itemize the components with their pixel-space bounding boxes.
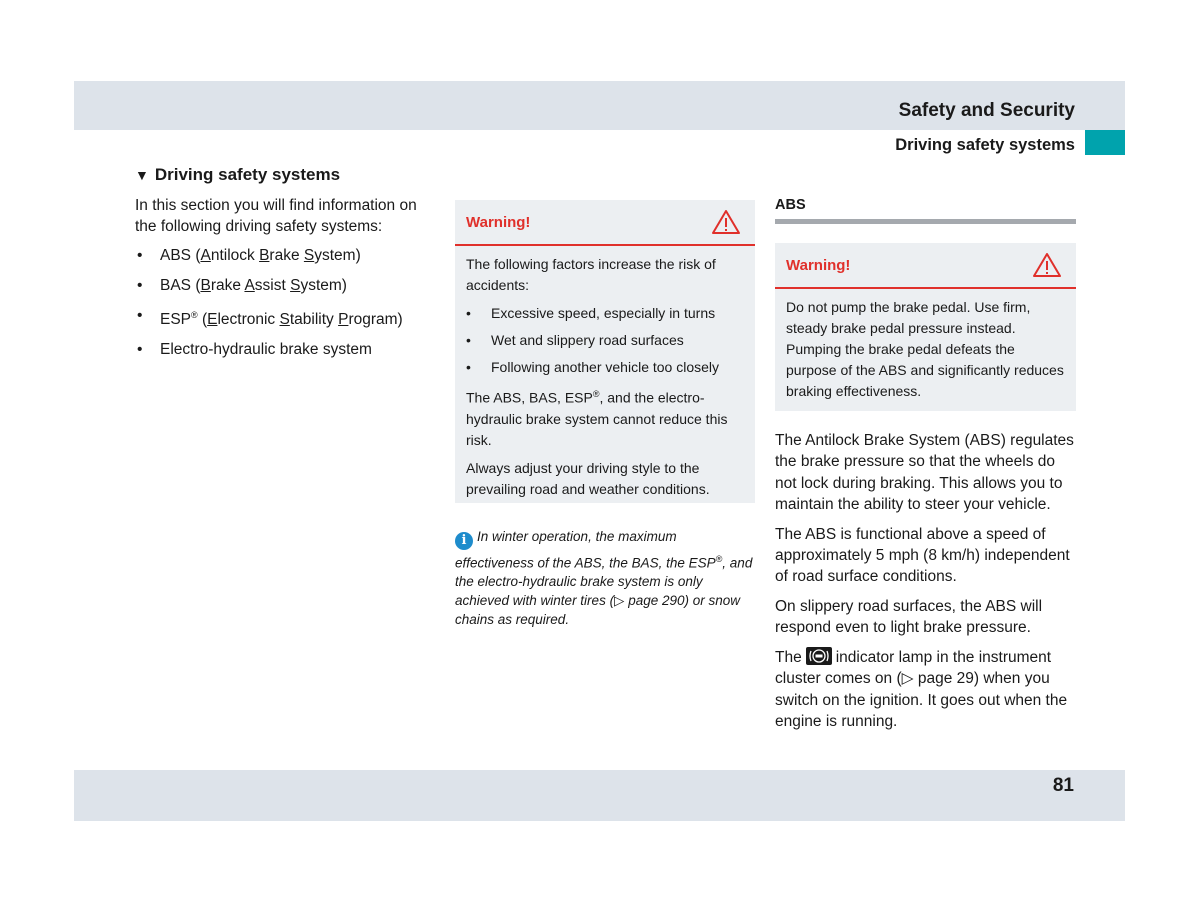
warning-text: Do not pump the brake pedal. Use firm, steady brake pedal pressure instead. Pumping the brake pedal defeats the purpose of the ABS and significantly reduces braking effectiveness. [786,299,1064,399]
warning-label: Warning! [786,256,851,274]
abs-paragraph: On slippery road surfaces, the ABS will respond even to light brake pressure. [775,598,1043,637]
bullet-icon: • [466,332,471,348]
bullet-icon: • [466,359,471,375]
list-item: • Electro-hydraulic brake system [137,341,372,359]
warning-body [455,246,755,517]
bullet-icon: • [466,305,471,321]
info-icon: i [455,532,473,550]
chapter-tab-marker [1085,130,1125,155]
warning-triangle-icon [1032,252,1062,278]
list-item: • Excessive speed, especially in turns [466,303,744,324]
bullet-icon: • [137,307,143,324]
warning-intro: The following factors increase the risk of accidents: [466,256,716,293]
footer-band [74,770,1125,821]
bullet-icon: • [137,277,143,294]
intro-text: In this section you will find information on the following driving safety systems: [135,197,417,235]
column-abs-text [775,430,1080,741]
abs-heading: ABS [775,197,1076,224]
abs-indicator-lamp-icon [806,647,832,665]
section-title: Driving safety systems [895,136,1075,154]
warning-header [455,200,755,246]
column-intro [135,165,440,369]
risk-factors-list [466,303,744,378]
bullet-icon: • [137,247,143,264]
triangle-down-icon: ▼ [135,167,149,183]
abs-paragraph: The ABS is functional above a speed of approximately 5 mph (8 km/h) independent of road surface conditions. [775,525,1070,586]
abs-paragraph: The indicator lamp in the instrument cluster comes on (▷ page 29) when you switch on the ignition. It goes out when the engine is running. [775,649,1068,731]
abs-paragraph: The Antilock Brake System (ABS) regulates the brake pressure so that the wheels do not lock during braking. This allows you to maintain the ability to steer your vehicle. [775,432,1074,513]
list-item: • ESP® (Electronic Stability Program) [137,307,403,329]
warning-triangle-icon [711,209,741,235]
section-heading-text: Driving safety systems [154,165,341,184]
list-item: • ABS (Antilock Brake System) [137,247,361,264]
info-note: i In winter operation, the maximum effectiveness of the ABS, the BAS, the ESP®, and the electro-hydraulic brake system is only achieved with winter tires (▷ page 290) or snow chains as required. [455,529,753,627]
warning-header [775,243,1076,289]
warning-box-risk [455,200,755,503]
warning-box-abs [775,243,1076,411]
systems-list [135,245,440,360]
page-number: 81 [1052,775,1074,796]
list-item: • Following another vehicle too closely [466,357,744,378]
list-item: • Wet and slippery road surfaces [466,330,744,351]
section-heading [135,165,440,185]
warning-paragraph: The ABS, BAS, ESP®, and the electro-hydraulic brake system cannot reduce this risk. [466,389,728,448]
chapter-title: Safety and Security [898,100,1075,121]
warning-body [775,289,1076,419]
list-item: • BAS (Brake Assist System) [137,277,347,294]
bullet-icon: • [137,341,143,359]
warning-paragraph: Always adjust your driving style to the prevailing road and weather conditions. [466,459,710,497]
warning-label: Warning! [466,213,531,231]
